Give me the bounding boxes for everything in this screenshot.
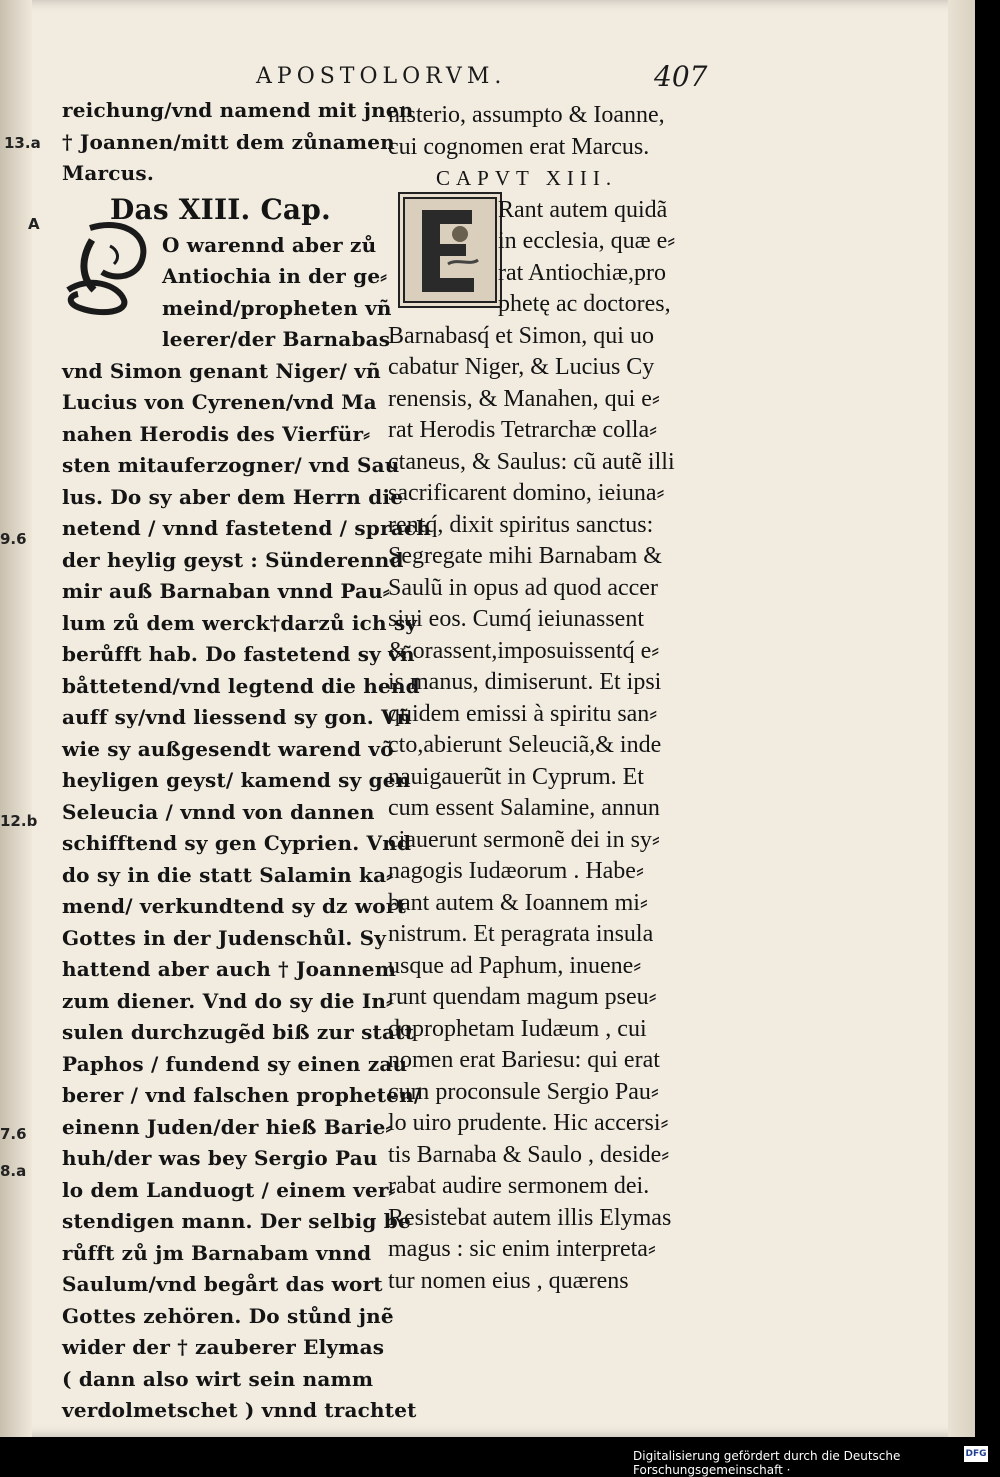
german-text-column — [62, 95, 431, 1427]
digitization-credit: Digitalisierung gefördert durch die Deutsche Forschungsgemeinschaft · — [633, 1449, 901, 1477]
text-line: Rant autem quidã — [498, 196, 668, 223]
text-line: sten mitauferzogner/ vnd Sau — [62, 453, 400, 477]
chapter-heading: Das XIII. Cap. — [110, 192, 332, 226]
margin-note: 8.a — [0, 1162, 27, 1180]
text-line: Gottes in der Judenschůl. Sy — [62, 925, 387, 950]
text-line: cui cognomen erat Marcus. — [388, 133, 650, 160]
text-line: ciauerunt sermonẽ dei in sy⸗ — [388, 826, 660, 853]
text-line: berer / vnd falschen propheten/ — [62, 1083, 422, 1107]
text-line: Saulum/vnd begårt das wort — [62, 1272, 383, 1296]
text-line: wie sy außgesendt warend võ — [62, 736, 394, 761]
text-line: Seleucia / vnnd von dannen — [62, 799, 375, 824]
page-number: 407 — [654, 60, 708, 93]
text-line: mir auß Barnaban vnnd Pau⸗ — [62, 579, 390, 603]
text-line: bant autem & Ioannem mi⸗ — [388, 889, 648, 916]
text-line: do sy in die statt Salamin ka⸗ — [62, 862, 394, 887]
text-line: nauigauerũt in Cyprum. Et — [388, 763, 644, 790]
text-line: cum proconsule Sergio Pau⸗ — [388, 1078, 659, 1105]
text-line: berůfft hab. Do fastetend sy vñ — [62, 642, 415, 666]
text-line: nagogis Iudæorum . Habe⸗ — [388, 858, 644, 884]
text-line: schifftend sy gen Cyprien. Vnd — [62, 831, 412, 855]
text-line: cto,abierunt Seleuciã,& inde — [388, 732, 662, 758]
text-line: Resistebat autem illis Elymas — [388, 1204, 672, 1231]
margin-note: 12.b — [0, 812, 38, 830]
text-line: lus. Do sy aber dem Herrn die — [62, 484, 404, 509]
text-line: ( dann also wirt sein namm — [62, 1366, 374, 1391]
text-line: auff sy/vnd liessend sy gon. Vñ — [62, 705, 412, 729]
text-line: Saulũ in opus ad quod accer — [388, 574, 658, 601]
text-line: cabatur Niger, & Lucius Cy — [388, 354, 655, 380]
dfg-logo: DFG — [964, 1446, 988, 1462]
text-line: zum diener. Vnd do sy die In⸗ — [62, 988, 393, 1013]
text-line: nisterio, assumpto & Ioanne, — [388, 102, 665, 128]
text-line: tur nomen eius , quærens — [388, 1267, 629, 1294]
page-edge — [948, 0, 975, 1437]
text-line: Gottes zehören. Do stůnd jnẽ — [62, 1303, 394, 1328]
text-line: lo uiro prudente. Hic accersi⸗ — [388, 1110, 669, 1136]
text-line: hattend aber auch † Joannem — [62, 957, 397, 981]
text-line: meind/propheten vñ — [162, 295, 392, 320]
text-line: rentq́, dixit spiritus sanctus: — [388, 511, 654, 538]
text-line: Paphos / fundend sy einen zau — [62, 1051, 408, 1076]
text-line: magus : sic enim interpreta⸗ — [388, 1236, 656, 1262]
text-line: † Joannen/mitt dem zůnamen — [62, 129, 395, 154]
text-line: nistrum. Et peragrata insula — [388, 921, 654, 947]
text-line: in ecclesia, quæ e⸗ — [498, 228, 676, 254]
text-line: nomen erat Bariesu: qui erat — [388, 1047, 660, 1073]
text-line: tis Barnaba & Saulo , deside⸗ — [388, 1141, 670, 1168]
text-line: Antiochia in der ge⸗ — [162, 264, 388, 288]
text-line: verdolmetschet ) vnnd trachtet — [62, 1398, 417, 1422]
text-line: lum zů dem werck†darzů ich sy — [62, 610, 418, 635]
text-line: huh/der was bey Sergio Pau — [62, 1146, 378, 1170]
running-head: APOSTOLORVM. — [256, 64, 507, 89]
text-line: rat Antiochiæ,pro — [498, 259, 666, 286]
text-line: O warennd aber zů — [162, 232, 377, 257]
latin-text-column — [388, 100, 708, 1297]
text-line: doprophetam Iudæum , cui — [388, 1015, 647, 1042]
chapter-heading: CAPVT XIII. — [436, 166, 618, 190]
text-line: heyligen geyst/ kamend sy gen — [62, 768, 411, 792]
text-line: ctaneus, & Saulus: cũ autẽ illi — [388, 448, 675, 475]
text-line: runt quendam magum pseu⸗ — [388, 984, 657, 1010]
text-line: renensis, & Manahen, qui e⸗ — [388, 385, 660, 412]
text-line: růfft zů jm Barnabam vnnd — [62, 1240, 372, 1265]
text-line: Barnabasq́ et Simon, qui uo — [388, 322, 654, 349]
text-line: der heylig geyst : Sünderennd — [62, 547, 404, 572]
text-line: phetę ac doctores, — [498, 291, 671, 317]
text-line: båttetend/vnd legtend die hend — [62, 673, 420, 698]
text-line: Segregate mihi Barnabam & — [388, 543, 662, 569]
text-line: cum essent Salamine, annun — [388, 795, 660, 821]
text-line: einenn Juden/der hieß Barie⸗ — [62, 1114, 393, 1139]
text-line: Lucius von Cyrenen/vnd Ma — [62, 390, 377, 414]
margin-note: 9.6 — [0, 530, 27, 548]
text-line: netend / vnnd fastetend / sprach — [62, 516, 431, 540]
text-line: vnd Simon genant Niger/ vñ — [62, 358, 381, 383]
text-line: reichung/vnd namend mit jnen — [62, 98, 414, 122]
text-line: wider der † zauberer Elymas — [62, 1335, 385, 1359]
text-line: siui eos. Cumq́ ieiunassent — [388, 606, 644, 632]
text-line: mend/ verkundtend sy dz wort — [62, 894, 407, 918]
text-line: rabat audire sermonem dei. — [388, 1173, 650, 1199]
margin-note: 7.6 — [0, 1125, 27, 1143]
text-line: leerer/der Barnabas — [162, 327, 391, 351]
text-line: stendigen mann. Der selbig be — [62, 1209, 411, 1233]
text-line: sacrificarent domino, ieiuna⸗ — [388, 480, 665, 506]
margin-note: 13.a — [4, 134, 41, 152]
text-line: is manus, dimiserunt. Et ipsi — [388, 669, 662, 695]
text-line: nahen Herodis des Vierfür⸗ — [62, 421, 371, 446]
text-line: lo dem Landuogt / einem ver⸗ — [62, 1177, 396, 1202]
text-line: quidem emissi à spiritu san⸗ — [388, 700, 658, 727]
margin-note: A — [28, 215, 40, 233]
text-line: usque ad Paphum, inuene⸗ — [388, 952, 642, 979]
text-line: sulen durchzugẽd biß zur statt — [62, 1020, 415, 1044]
text-line: & orassent,imposuissentq́ e⸗ — [388, 637, 660, 664]
text-line: rat Herodis Tetrarchæ colla⸗ — [388, 417, 658, 443]
text-line: Marcus. — [62, 161, 154, 185]
